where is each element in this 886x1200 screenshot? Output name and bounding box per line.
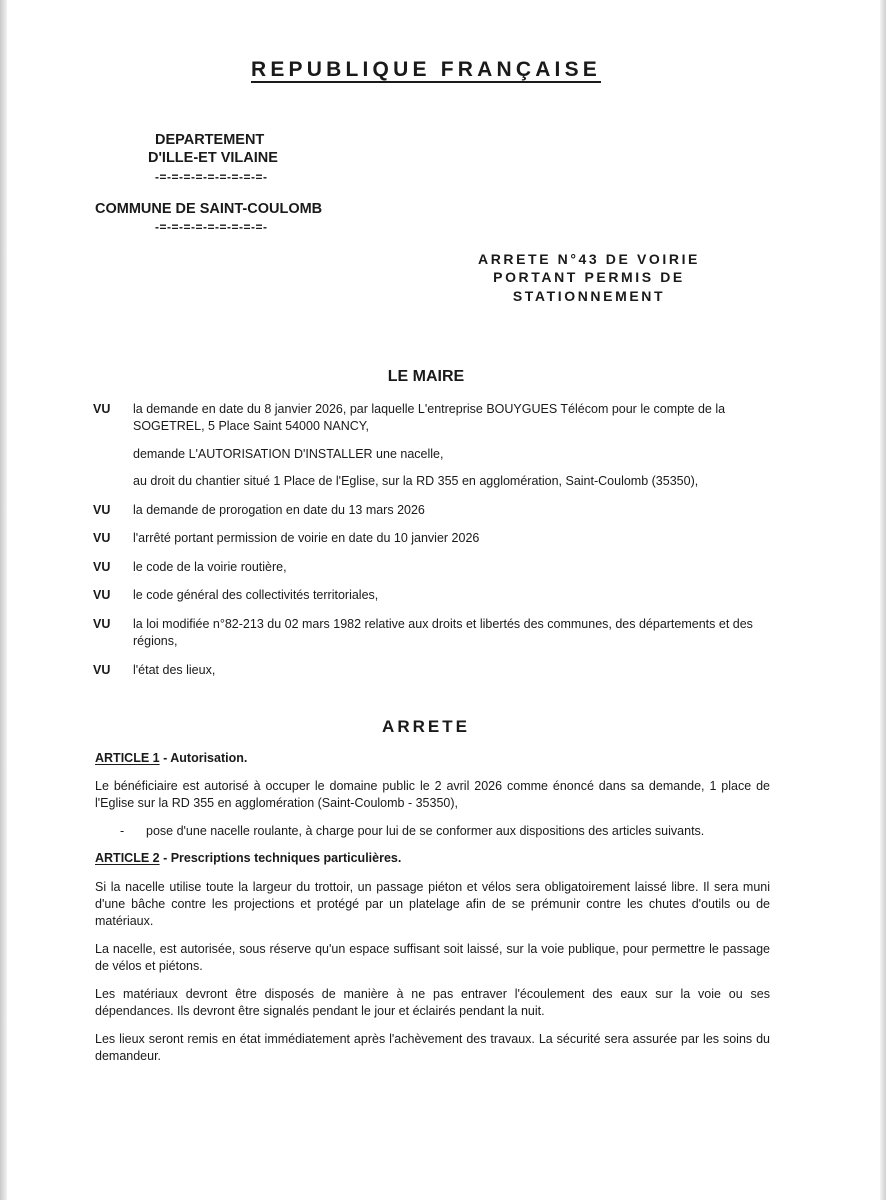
- vu-label: VU: [93, 402, 111, 416]
- department-label: DEPARTEMENT: [155, 132, 265, 148]
- commune-separator: -=-=-=-=-=-=-=-=-=-: [155, 220, 268, 234]
- vu-text-law: la loi modifiée n°82-213 du 02 mars 1982 relative aux droits et libertés des communes, des départements et des régions,: [133, 617, 753, 648]
- department-separator: -=-=-=-=-=-=-=-=-=-: [155, 170, 268, 184]
- vu-text-extension: la demande de prorogation en date du 13 mars 2026: [133, 503, 425, 517]
- bullet-mark: -: [120, 824, 125, 838]
- article-1-bullet: pose d'une nacelle roulante, à charge pour lui de se conformer aux dispositions des articles suivants.: [146, 824, 705, 838]
- article-1-title: - Autorisation.: [159, 751, 248, 765]
- department-name: D'ILLE-ET VILAINE: [148, 150, 278, 166]
- vu-label: VU: [93, 503, 111, 517]
- vu-label: VU: [93, 560, 111, 574]
- vu-text-permission: l'arrêté portant permission de voirie en date du 10 janvier 2026: [133, 531, 480, 545]
- vu-text-request-location: au droit du chantier situé 1 Place de l'Eglise, sur la RD 355 en agglomération, Saint-Coulomb (35350),: [133, 474, 699, 488]
- article-1-heading: [95, 751, 247, 765]
- vu-label: VU: [93, 617, 111, 631]
- vu-text-request-authorisation: demande L'AUTORISATION D'INSTALLER une nacelle,: [133, 447, 444, 461]
- vu-text-road-code: le code de la voirie routière,: [133, 560, 287, 574]
- article-2-label: ARTICLE 2: [95, 851, 160, 865]
- article-2-paragraph-1: Si la nacelle utilise toute la largeur du trottoir, un passage piéton et vélos sera obligatoirement laissé libre. Il sera muni d'une bâche contre les projections et protégé par un platelage afin de se prémunir contre les chutes d'outils ou de matériaux.: [95, 880, 770, 928]
- article-2-paragraph-3: Les matériaux devront être disposés de manière à ne pas entraver l'écoulement des eaux sur la voie ou ses dépendances. Ils devront être signalés pendant le jour et éclairés pendant la nuit.: [95, 987, 770, 1018]
- vu-label: VU: [93, 663, 111, 677]
- decree-title-line1: ARRETE N°43 DE VOIRIE: [477, 251, 700, 267]
- vu-label: VU: [93, 588, 111, 602]
- vu-text-request: la demande en date du 8 janvier 2026, par laquelle L'entreprise BOUYGUES Télécom pour le compte de la SOGETREL, 5 Place Saint 54000 NANCY,: [133, 402, 726, 433]
- article-1-label: ARTICLE 1: [95, 751, 160, 765]
- vu-label: VU: [93, 531, 111, 545]
- article-2-heading: [95, 851, 401, 865]
- article-2-title: - Prescriptions techniques particulières.: [159, 851, 402, 865]
- page-edge-right: [880, 0, 886, 1200]
- arrete-heading: ARRETE: [382, 717, 470, 736]
- vu-text-collectivites-code: le code général des collectivités territoriales,: [133, 588, 379, 602]
- decree-title-line3: STATIONNEMENT: [512, 288, 666, 304]
- le-maire-heading: LE MAIRE: [387, 368, 465, 385]
- vu-text-inventory: l'état des lieux,: [133, 663, 216, 677]
- article-2-paragraph-2: La nacelle, est autorisée, sous réserve qu'un espace suffisant soit laissé, sur la voie publique, pour permettre le passage de vélos et piétons.: [95, 942, 770, 973]
- decree-title-line2: PORTANT PERMIS DE: [493, 269, 685, 285]
- document-title: REPUBLIQUE FRANÇAISE: [250, 58, 602, 81]
- article-2-paragraph-4: Les lieux seront remis en état immédiatement après l'achèvement des travaux. La sécurité sera assurée par les soins du demandeur.: [95, 1032, 770, 1063]
- page-edge-left: [0, 0, 7, 1200]
- article-1-paragraph: Le bénéficiaire est autorisé à occuper le domaine public le 2 avril 2026 comme énoncé dans sa demande, 1 place de l'Eglise sur la RD 355 en agglomération (Saint-Coulomb - 35350),: [95, 779, 770, 810]
- commune-name: COMMUNE DE SAINT-COULOMB: [95, 201, 323, 217]
